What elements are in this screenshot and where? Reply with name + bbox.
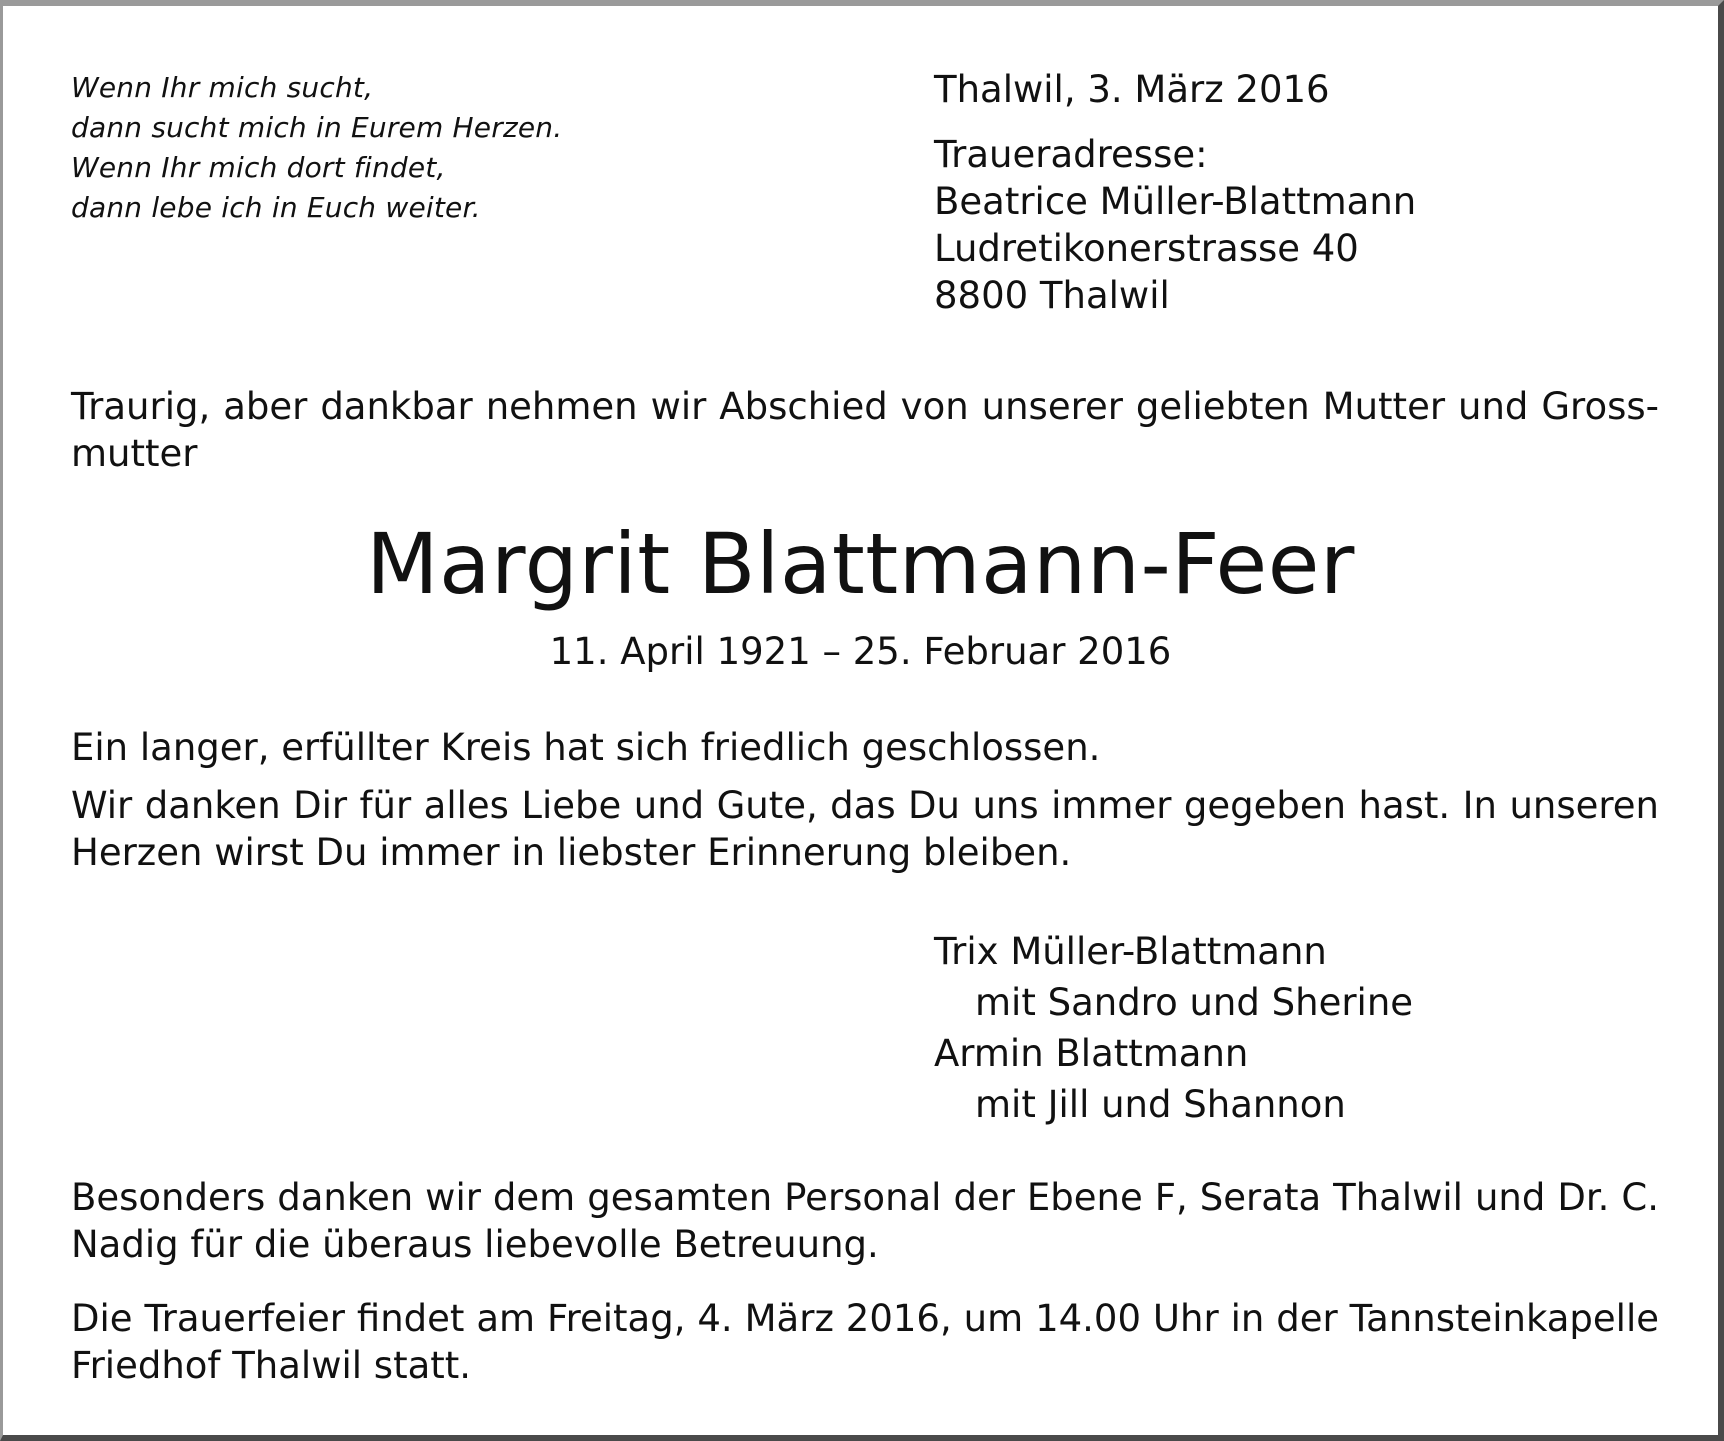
place-date: Thalwil, 3. März 2016 <box>934 68 1330 111</box>
service-info-text: Die Trauerfeier findet am Freitag, 4. März 2016, um 14.00 Uhr in der Tannsteinkapelle Friedhof Thalwil statt. <box>71 1297 1659 1387</box>
signer-name: Trix Müller-Blattmann <box>934 930 1327 973</box>
staff-thanks-text: Besonders danken wir dem gesamten Personal der Ebene F, Serata Thalwil und Dr. C. Nadig für die überaus liebevolle Betreuung. <box>71 1176 1659 1266</box>
address-label: Traueradresse: <box>934 133 1208 176</box>
poem <box>71 68 562 228</box>
poem-line: dann sucht mich in Eurem Herzen. <box>71 111 563 144</box>
signer-family: mit Sandro und Sherine <box>975 981 1414 1024</box>
poem-line: Wenn Ihr mich dort findet, <box>71 151 446 184</box>
signer-family: mit Jill und Shannon <box>975 1083 1346 1126</box>
signers <box>934 926 1413 1130</box>
deceased-name: Margrit Blattmann-Feer <box>366 515 1355 613</box>
address-street: Ludretikonerstrasse 40 <box>934 227 1359 270</box>
address-name: Beatrice Müller-Blattmann <box>934 180 1417 223</box>
poem-line: Wenn Ihr mich sucht, <box>71 71 374 104</box>
circle-text: Ein langer, erfüllter Kreis hat sich friedlich geschlossen. <box>71 726 1101 769</box>
signer-name: Armin Blattmann <box>934 1032 1249 1075</box>
life-dates: 11. April 1921 – 25. Februar 2016 <box>549 630 1172 673</box>
mourning-address <box>934 131 1416 319</box>
intro-text: Traurig, aber dankbar nehmen wir Abschied von unserer geliebten Mutter und Grossmutter <box>71 385 1659 475</box>
poem-line: dann lebe ich in Euch weiter. <box>71 191 481 224</box>
thanks-text: Wir danken Dir für alles Liebe und Gute, das Du uns immer gegeben hast. In unseren Herzen wirst Du immer in liebster Erinnerung bleiben. <box>71 784 1659 874</box>
address-city: 8800 Thalwil <box>934 274 1170 317</box>
